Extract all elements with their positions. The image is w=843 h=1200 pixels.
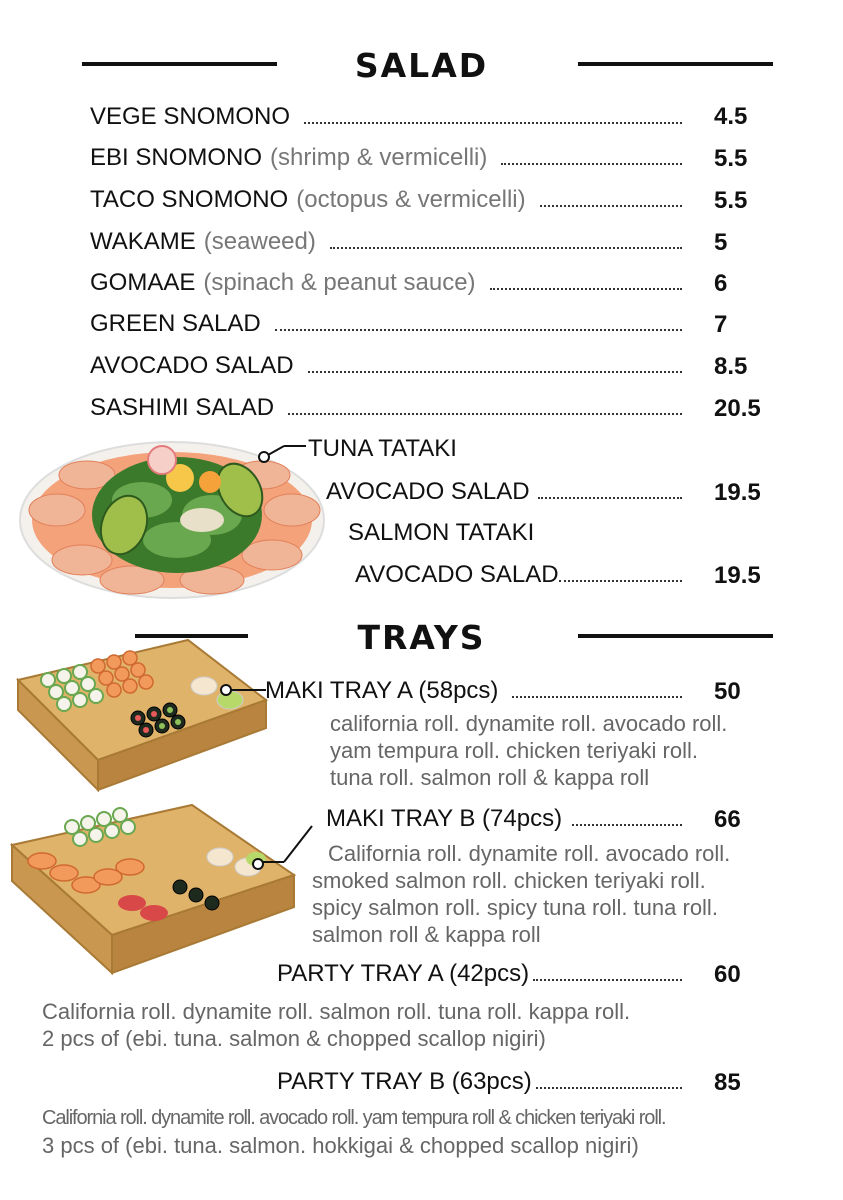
menu-item-vege-snomono [90, 102, 702, 132]
dot-leader [304, 122, 682, 124]
item-price: 5.5 [714, 187, 748, 214]
contents-line: california roll. dynamite roll. avocado roll. [330, 711, 728, 736]
dot-leader [512, 696, 682, 698]
item-name: AVOCADO SALAD [326, 478, 530, 505]
dot-leader [540, 205, 682, 207]
item-name: MAKI TRAY A (58pcs) [265, 677, 499, 704]
contents-line: California roll. dynamite roll. avocado roll. [328, 841, 731, 866]
item-price: 66 [714, 806, 741, 833]
contents-line: California roll. dynamite roll. avocado roll. yam tempura roll & chicken teriyaki roll. [42, 1107, 666, 1129]
item-price: 19.5 [714, 562, 761, 589]
trays-section-title: TRAYS [357, 618, 486, 657]
menu-item-gomaae [90, 268, 702, 298]
item-price: 85 [714, 1069, 741, 1096]
tuna-tataki-line1: TUNA TATAKI [308, 435, 457, 462]
salmon-tataki-line1: SALMON TATAKI [348, 519, 535, 546]
party-tray-b-contents [42, 1105, 665, 1159]
item-name: GOMAAE [90, 269, 196, 296]
maki-tray-a-contents [330, 710, 727, 791]
menu-item-maki-tray-a [265, 676, 702, 706]
menu-item-party-tray-a [277, 959, 702, 989]
item-price: 60 [714, 961, 741, 988]
item-name: MAKI TRAY B (74pcs) [326, 805, 563, 832]
menu-item-ebi-snomono [90, 143, 702, 173]
party-tray-a-contents [42, 998, 630, 1052]
contents-line: smoked salmon roll. chicken teriyaki roll. [312, 868, 706, 893]
item-description: (seaweed) [203, 228, 316, 255]
item-price: 4.5 [714, 103, 748, 130]
dot-leader [572, 824, 682, 826]
menu-item-avocado-salad [90, 351, 702, 381]
dot-leader [490, 288, 682, 290]
contents-line: salmon roll & kappa roll [312, 922, 541, 947]
item-price: 19.5 [714, 479, 761, 506]
dot-leader [308, 371, 682, 373]
dot-leader [559, 580, 682, 582]
contents-line: spicy salmon roll. spicy tuna roll. tuna roll. [312, 895, 718, 920]
item-name: VEGE SNOMONO [90, 103, 291, 130]
dot-leader [533, 979, 682, 981]
item-description: (octopus & vermicelli) [296, 186, 526, 213]
contents-line: 3 pcs of (ebi. tuna. salmon. hokkigai & chopped scallop nigiri) [42, 1133, 639, 1158]
menu-item-sashimi-salad [90, 393, 702, 423]
salad-rule-right [578, 62, 773, 66]
menu-item-green-salad [90, 309, 702, 339]
item-description: (shrimp & vermicelli) [270, 144, 488, 171]
salad-section-title: SALAD [354, 46, 489, 85]
item-description: (spinach & peanut sauce) [203, 269, 476, 296]
dot-leader [330, 247, 682, 249]
item-name: AVOCADO SALAD [90, 352, 294, 379]
item-price: 5 [714, 229, 728, 256]
item-price: 20.5 [714, 395, 761, 422]
dot-leader [501, 163, 682, 165]
contents-line: tuna roll. salmon roll & kappa roll [330, 765, 650, 790]
menu-item-maki-tray-b [326, 804, 702, 834]
maki-tray-b-contents [312, 840, 730, 948]
item-price: 50 [714, 678, 741, 705]
item-name: SASHIMI SALAD [90, 394, 275, 421]
contents-line: California roll. dynamite roll. salmon roll. tuna roll. kappa roll. [42, 999, 631, 1024]
item-price: 7 [714, 311, 728, 338]
item-name: EBI SNOMONO [90, 144, 263, 171]
dot-leader [275, 329, 682, 331]
item-name: PARTY TRAY A (42pcs) [277, 960, 530, 987]
callout-line-maki-b [250, 822, 320, 882]
contents-line: 2 pcs of (ebi. tuna. salmon & chopped scallop nigiri) [42, 1026, 546, 1051]
item-price: 5.5 [714, 145, 748, 172]
menu-item-wakame [90, 227, 702, 257]
contents-line: yam tempura roll. chicken teriyaki roll. [330, 738, 699, 763]
dot-leader [538, 497, 682, 499]
item-price: 6 [714, 270, 728, 297]
item-name: AVOCADO SALAD [355, 561, 559, 588]
trays-rule-right [578, 634, 773, 638]
item-name: WAKAME [90, 228, 196, 255]
menu-item-salmon-tataki [355, 560, 702, 590]
maki-tray-a-image [8, 630, 270, 805]
menu-item-taco-snomono [90, 185, 702, 215]
callout-line-maki-a [218, 680, 268, 700]
item-name: GREEN SALAD [90, 310, 261, 337]
dot-leader [288, 413, 682, 415]
menu-item-tuna-tataki [326, 477, 702, 507]
item-name: PARTY TRAY B (63pcs) [277, 1068, 532, 1095]
menu-item-party-tray-b [277, 1067, 702, 1097]
dot-leader [536, 1087, 682, 1089]
item-name: TACO SNOMONO [90, 186, 289, 213]
item-price: 8.5 [714, 353, 748, 380]
